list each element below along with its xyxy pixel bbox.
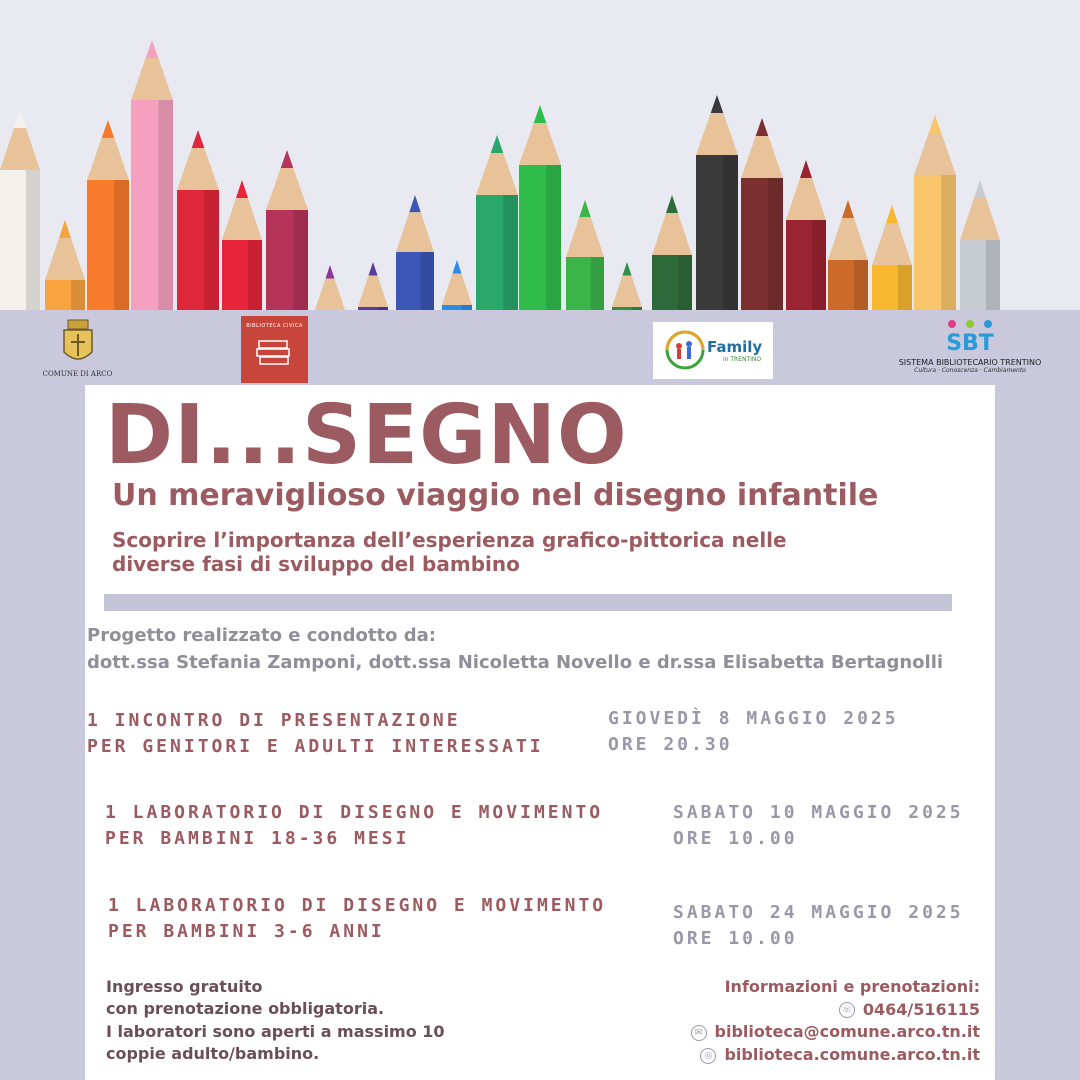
pencils-illustration xyxy=(0,0,1080,310)
website-link[interactable]: biblioteca.comune.arco.tn.it xyxy=(724,1045,980,1065)
contact-info xyxy=(691,976,980,1067)
pencil xyxy=(786,160,826,310)
biblioteca-civica-text: BIBLIOTECA CIVICA xyxy=(246,323,303,329)
credits-label: Progetto realizzato e condotto da: xyxy=(87,625,436,646)
pencil xyxy=(566,200,604,310)
event-audience: PER BAMBINI 18-36 MESI xyxy=(105,828,410,850)
divider-bar xyxy=(104,594,952,611)
event-date: SABATO 10 MAGGIO 2025 xyxy=(673,802,964,823)
event-audience: PER GENITORI E ADULTI INTERESSATI xyxy=(87,736,544,758)
sbt-tagline: Cultura · Conoscenza · Cambiamento xyxy=(914,367,1026,374)
admission-line: I laboratori sono aperti a massimo 10 xyxy=(106,1021,445,1041)
lead-text: Scoprire l’importanza dell’esperienza grafico-pittorica nelle diverse fasi di sviluppo del bambino xyxy=(112,528,787,576)
pencil xyxy=(315,265,345,310)
event-title: 1 LABORATORIO DI DISEGNO E MOVIMENTO xyxy=(108,895,607,916)
phone-row xyxy=(691,999,980,1022)
pencil xyxy=(914,115,956,310)
email-link[interactable]: biblioteca@comune.arco.tn.it xyxy=(714,1022,980,1042)
globe-icon: ◎ xyxy=(700,1048,716,1064)
website-row xyxy=(691,1044,980,1067)
pencil xyxy=(741,118,783,310)
pencil xyxy=(612,262,642,310)
event-3-when xyxy=(673,900,964,952)
event-1-when xyxy=(608,706,899,758)
pencil xyxy=(476,135,518,310)
books-icon xyxy=(241,329,308,374)
pencil xyxy=(131,40,173,310)
pencil xyxy=(442,260,472,310)
pencil xyxy=(696,95,738,310)
event-2-when xyxy=(673,800,964,852)
family-text: Family xyxy=(707,338,763,356)
phone-icon: ☏ xyxy=(839,1002,855,1018)
admission-line: Ingresso gratuito xyxy=(106,977,263,996)
sbt-acronym: SBT xyxy=(946,331,994,352)
event-audience: PER BAMBINI 3-6 ANNI xyxy=(108,921,385,943)
pencil xyxy=(358,262,388,310)
pencil xyxy=(87,120,129,310)
pencil xyxy=(0,110,40,310)
sbt-logo xyxy=(890,318,1050,382)
pencil xyxy=(45,220,85,310)
event-2-description xyxy=(105,800,603,852)
event-time: ORE 20.30 xyxy=(608,734,733,756)
event-title: 1 INCONTRO DI PRESENTAZIONE xyxy=(87,710,461,731)
family-trentino-logo xyxy=(653,322,773,379)
admission-info xyxy=(106,976,445,1066)
event-date: GIOVEDÌ 8 MAGGIO 2025 xyxy=(608,708,899,729)
biblioteca-civica-logo xyxy=(241,316,308,383)
admission-line: coppie adulto/bambino. xyxy=(106,1044,320,1064)
pencil xyxy=(872,205,912,310)
comune-arco-logo xyxy=(40,316,115,382)
pencil xyxy=(960,180,1000,310)
pencil xyxy=(396,195,434,310)
event-1-description xyxy=(87,708,544,760)
phone-number[interactable]: 0464/516115 xyxy=(862,999,980,1019)
event-time: ORE 10.00 xyxy=(673,928,798,950)
pencil xyxy=(177,130,219,310)
subtitle: Un meraviglioso viaggio nel disegno infantile xyxy=(112,478,879,513)
pencil xyxy=(222,180,262,310)
admission-line: con prenotazione obbligatoria. xyxy=(106,999,385,1019)
email-row xyxy=(691,1021,980,1044)
credits xyxy=(87,622,943,676)
page-title: DI...SEGNO xyxy=(105,388,628,483)
family-subtext: in TRENTINO xyxy=(723,356,762,363)
logos-band xyxy=(0,310,1080,385)
email-icon: ✉ xyxy=(691,1025,707,1041)
event-title: 1 LABORATORIO DI DISEGNO E MOVIMENTO xyxy=(105,802,604,823)
comune-arco-caption: COMUNE DI ARCO xyxy=(42,370,113,378)
colored-pencils-banner xyxy=(0,0,1080,310)
family-figures-icon xyxy=(665,330,705,370)
sbt-people-icon xyxy=(940,318,1000,352)
sbt-name: SISTEMA BIBLIOTECARIO TRENTINO xyxy=(898,358,1042,367)
credits-names: dott.ssa Stefania Zamponi, dott.ssa Nicoletta Novello e dr.ssa Elisabetta Bertagnolli xyxy=(87,652,944,673)
pencil xyxy=(519,105,561,310)
event-date: SABATO 24 MAGGIO 2025 xyxy=(673,902,964,923)
pencil xyxy=(652,195,692,310)
event-3-description xyxy=(108,893,606,945)
coat-of-arms-icon xyxy=(56,316,100,368)
pencil xyxy=(828,200,868,310)
event-time: ORE 10.00 xyxy=(673,828,798,850)
pencil xyxy=(266,150,308,310)
contact-title: Informazioni e prenotazioni: xyxy=(724,977,980,996)
